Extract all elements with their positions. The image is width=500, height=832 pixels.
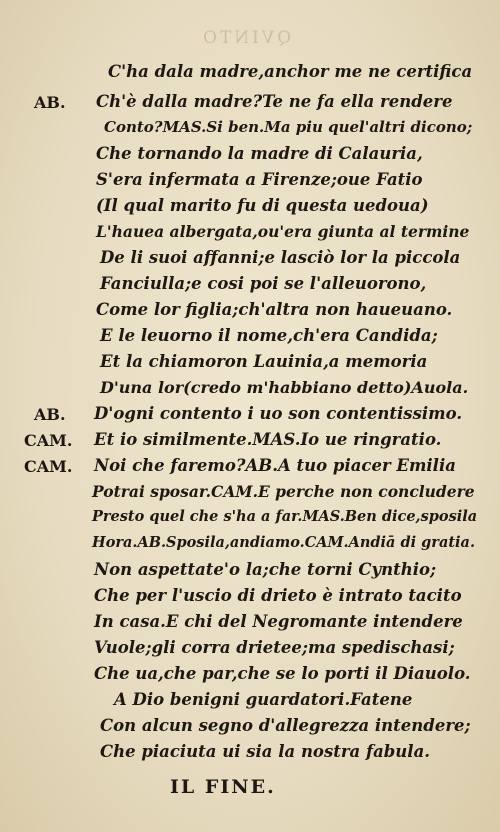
speaker-label: CAM.: [24, 457, 73, 476]
verse-line: L'hauea albergata,ou'era giunta al termine: [96, 222, 470, 241]
verse-line: Che ua,che par,che se lo porti il Diauolo.: [94, 664, 471, 683]
verse-line: Vuole;gli corra drietee;ma spedischasi;: [94, 638, 455, 657]
verse-line: Presto quel che s'ha a far.MAS.Ben dice,sposila: [92, 508, 478, 525]
verse-line: Che per l'uscio di drieto è intrato tacito: [94, 586, 462, 605]
verse-line: D'ogni contento i uo son contentissimo.: [94, 404, 463, 423]
verse-line: Potrai sposar.CAM.E perche non concludere: [92, 482, 475, 501]
verse-line: Hora.AB.Sposila,andiamo.CAM.Andiā di gratia.: [92, 534, 475, 551]
end-heading: IL FINE.: [170, 776, 276, 798]
verse-line: C'ha dala madre,anchor me ne certifica: [108, 62, 473, 81]
verse-line: Conto?MAS.Si ben.Ma piu quel'altri dicono;: [104, 118, 473, 136]
verse-line: Che piaciuta ui sia la nostra fabula.: [100, 742, 431, 761]
verse-line: Che tornando la madre di Calauria,: [96, 144, 423, 163]
verse-line: A Dio benigni guardatori.Fatene: [114, 690, 413, 709]
verse-line: Ch'è dalla madre?Te ne fa ella rendere: [96, 92, 453, 111]
verse-line: D'una lor(credo m'habbiano detto)Auola.: [100, 378, 469, 397]
verse-line: Et io similmente.MAS.Io ue ringratio.: [94, 430, 442, 449]
verse-line: S'era infermata a Firenze;oue Fatio: [96, 170, 423, 189]
verse-line: De li suoi affanni;e lasciò lor la piccola: [100, 248, 461, 267]
verse-line: (Il qual marito fu di questa uedoua): [96, 196, 429, 215]
speaker-label: CAM.: [24, 431, 73, 450]
verse-line: Non aspettate'o la;che torni Cynthio;: [94, 560, 437, 579]
verse-line: E le leuorno il nome,ch'era Candida;: [100, 326, 438, 345]
verse-line: Con alcun segno d'allegrezza intendere;: [100, 716, 471, 735]
verse-line: In casa.E chi del Negromante intendere: [94, 612, 463, 631]
speaker-label: AB.: [34, 93, 66, 112]
verse-line: Come lor figlia;ch'altra non haueuano.: [96, 300, 453, 319]
bleed-through-heading: QVINTO: [200, 28, 292, 48]
verse-line: Et la chiamoron Lauinia,a memoria: [100, 352, 428, 371]
verse-line: Noi che faremo?AB.A tuo piacer Emilia: [94, 456, 456, 475]
speaker-label: AB.: [34, 405, 66, 424]
verse-line: Fanciulla;e cosi poi se l'alleuorono,: [100, 274, 427, 293]
